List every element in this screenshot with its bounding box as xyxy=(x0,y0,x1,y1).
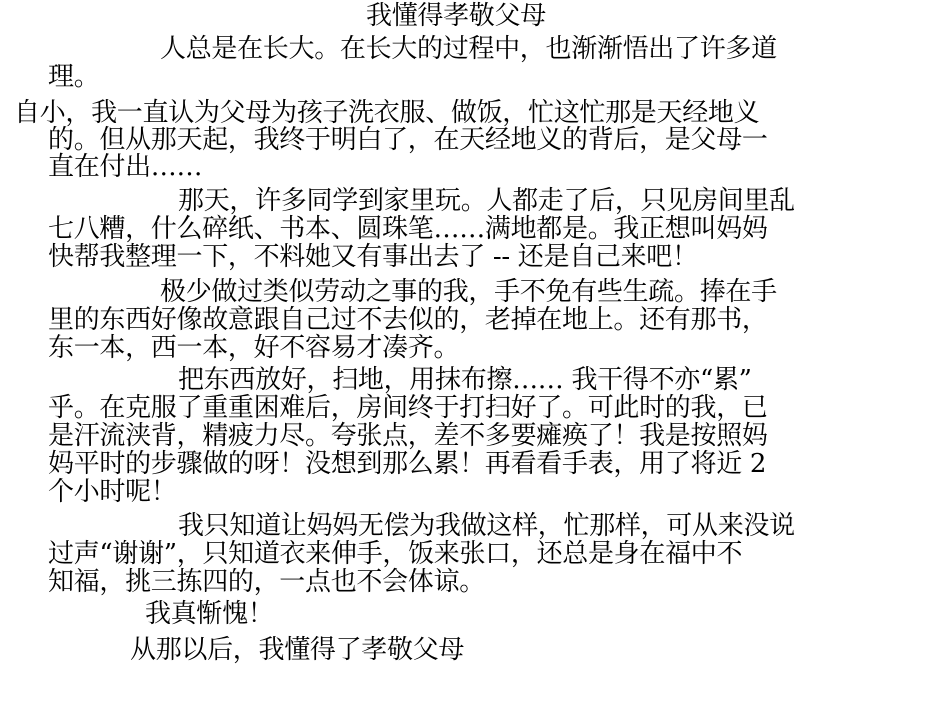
text-line: 个小时呢！ xyxy=(48,477,177,507)
text-line: 极少做过类似劳动之事的我，手不免有些生疏。捧在手 xyxy=(160,277,777,307)
text-line: 妈平时的步骤做的呀！没想到那么累！再看看手表，用了将近 2 xyxy=(48,449,767,479)
text-line: 从那以后，我懂得了孝敬父母 xyxy=(130,635,465,665)
text-line: 自小，我一直认为父母为孩子洗衣服、做饭，忙这忙那是天经地义 xyxy=(14,98,760,128)
text-line: 乎。在克服了重重困难后，房间终于打扫好了。可此时的我，已 xyxy=(48,393,768,423)
text-line: 的。但从那天起，我终于明白了，在天经地义的背后，是父母一 xyxy=(48,125,768,155)
text-line: 我只知道让妈妈无偿为我做这样，忙那样，可从来没说 xyxy=(178,511,795,541)
text-line: 七八糟，什么碎纸、书本、圆珠笔……满地都是。我正想叫妈妈 xyxy=(48,214,768,244)
text-line: 那天，许多同学到家里玩。人都走了后，只见房间里乱 xyxy=(178,186,795,216)
text-line: 东一本，西一本，好不容易才凑齐。 xyxy=(48,333,460,363)
text-line: 我真惭愧！ xyxy=(145,599,274,629)
text-line: 直在付出…… xyxy=(48,152,203,182)
text-line: 把东西放好，扫地，用抹布擦…… 我干得不亦“累” xyxy=(178,365,752,395)
text-line: 是汗流浃背，精疲力尽。夸张点，差不多要瘫痪了！我是按照妈 xyxy=(48,421,768,451)
document-title: 我懂得孝敬父母 xyxy=(366,1,546,31)
text-line: 人总是在长大。在长大的过程中，也渐渐悟出了许多道 xyxy=(160,34,777,64)
text-line: 理。 xyxy=(48,62,100,92)
text-line: 快帮我整理一下，不料她又有事出去了 -- 还是自己来吧！ xyxy=(48,242,698,272)
text-line: 知福，挑三拣四的，一点也不会体谅。 xyxy=(48,567,485,597)
text-line: 里的东西好像故意跟自己过不去似的，老掉在地上。还有那书， xyxy=(48,305,768,335)
text-line: 过声“谢谢”，只知道衣来伸手，饭来张口，还总是身在福中不 xyxy=(48,539,743,569)
